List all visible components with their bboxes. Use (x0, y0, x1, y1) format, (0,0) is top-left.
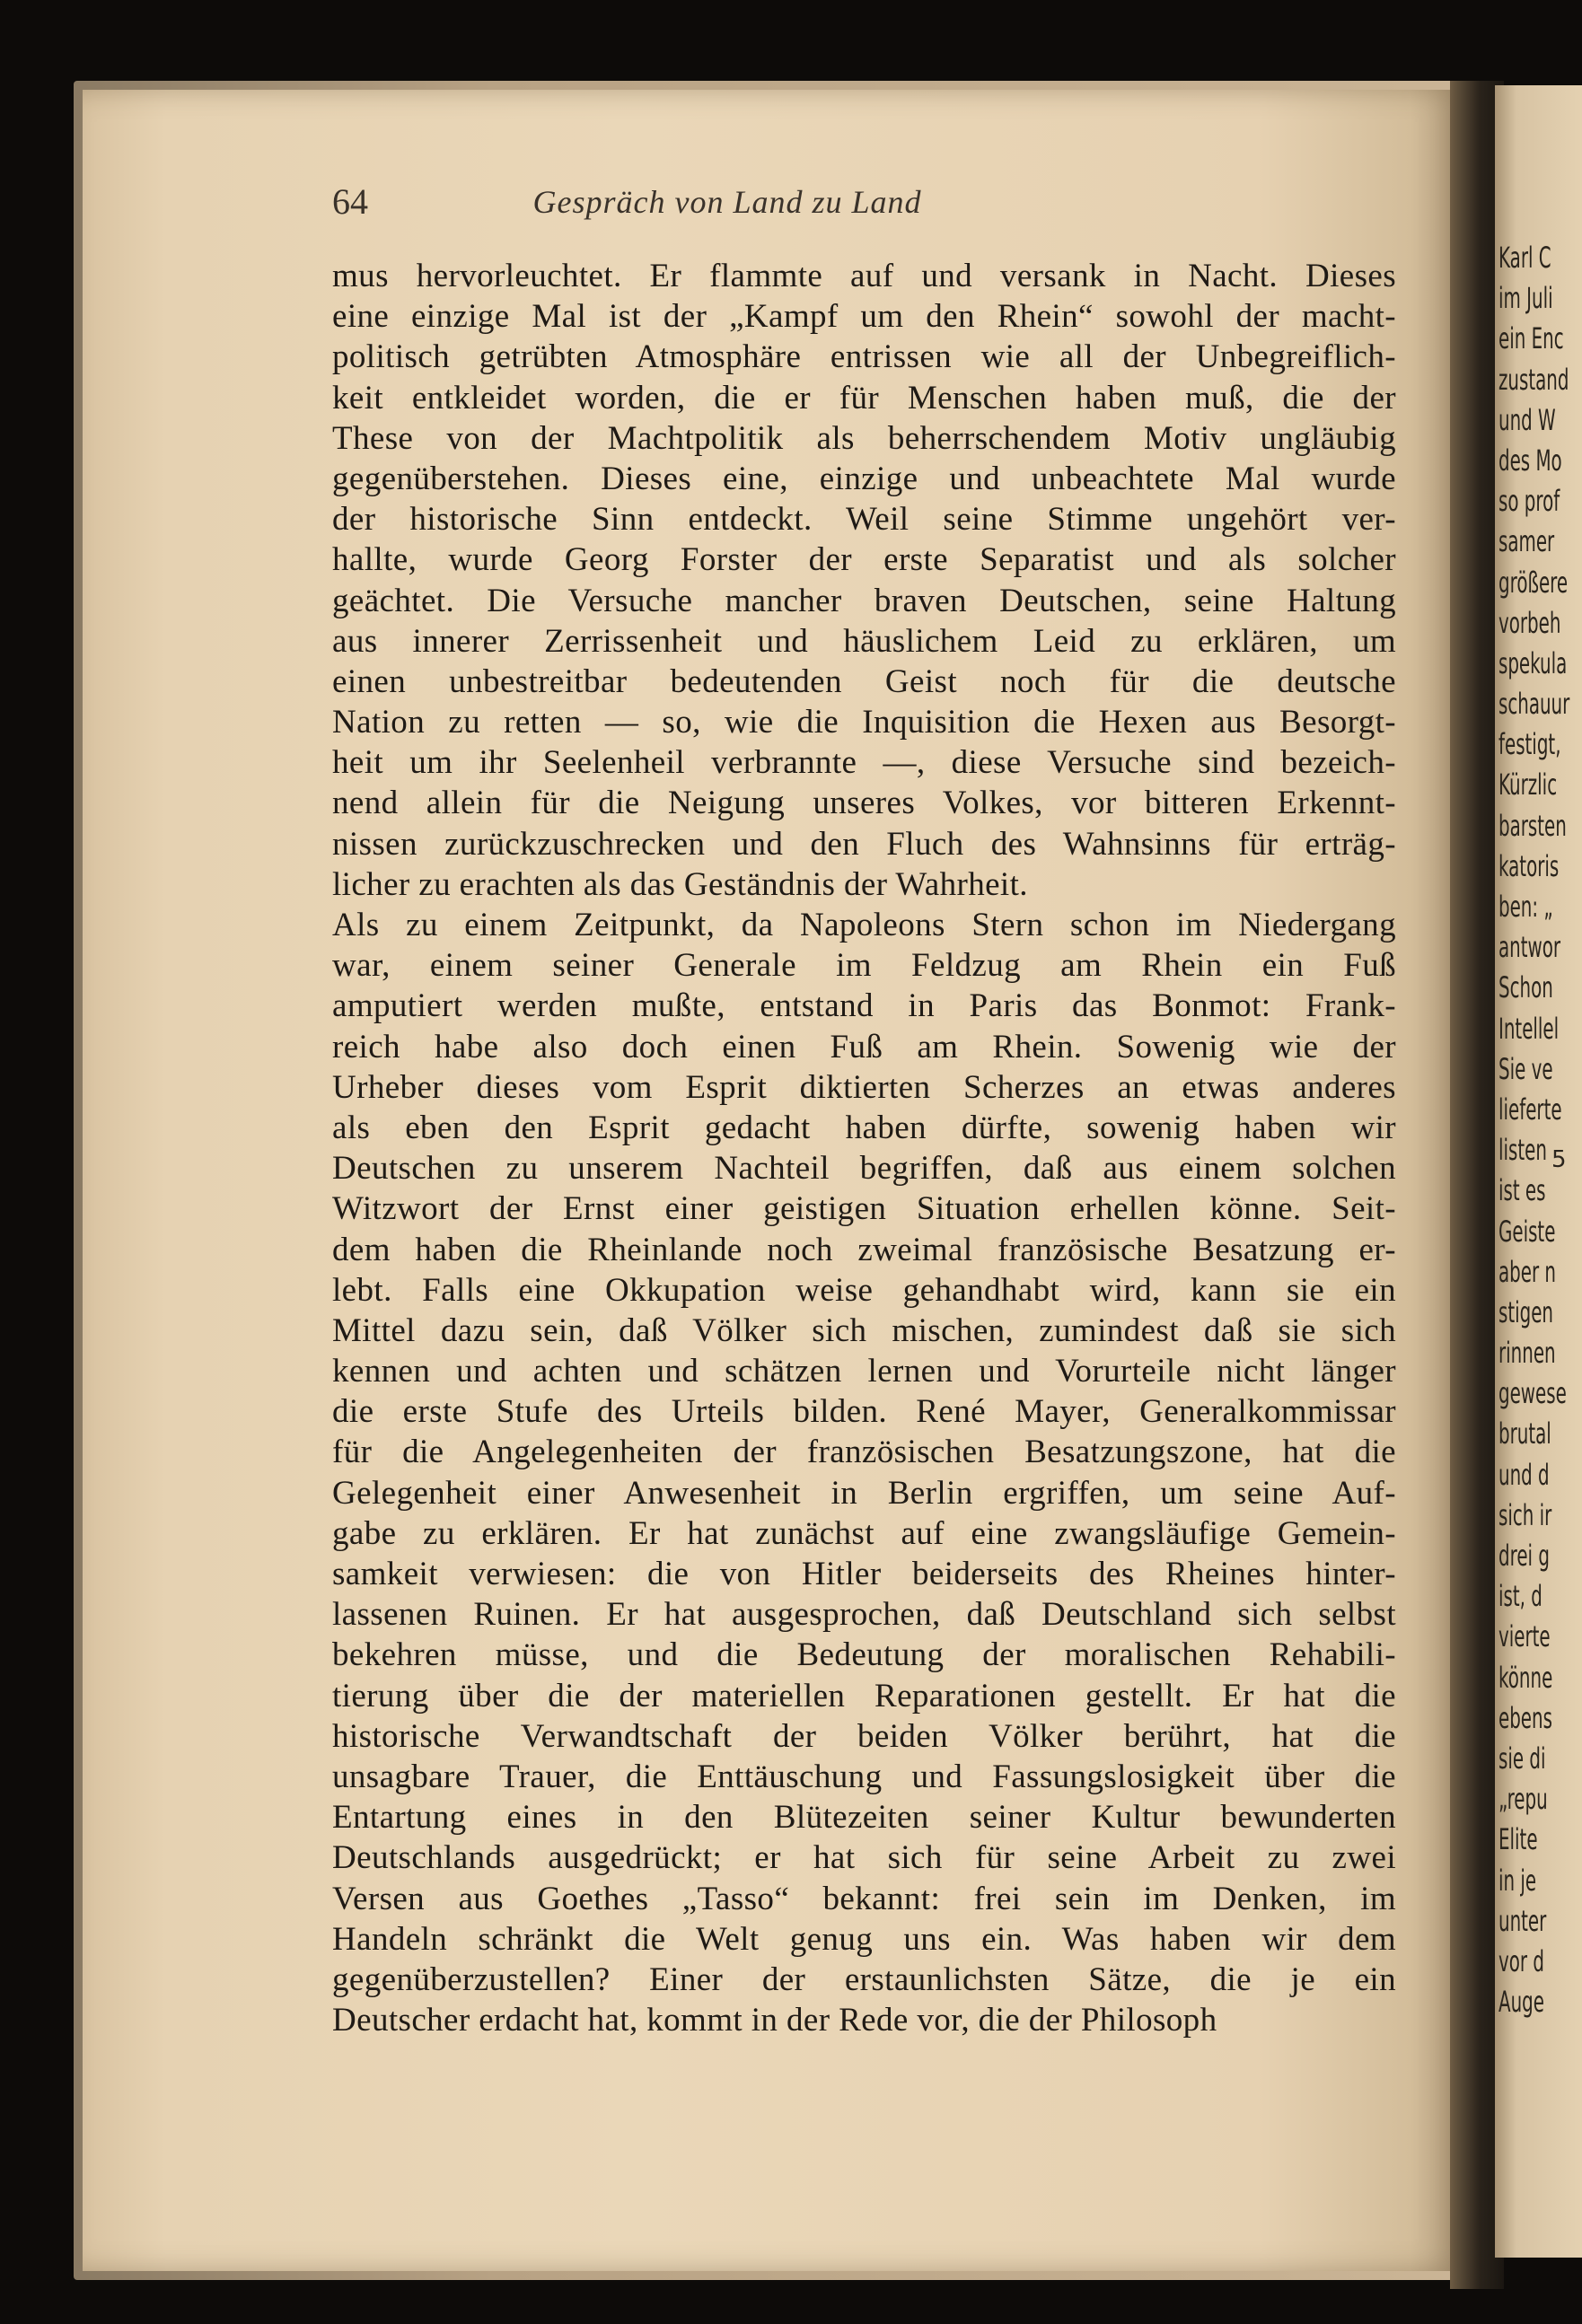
text-line: Gelegenheit einer Anwesenheit in Berlin ergriffen, um seine Auf- (332, 1474, 1396, 1512)
next-page-fragment: im Juli (1499, 281, 1553, 316)
text-line: keit entkleidet worden, die er für Menschen haben muß, die der (332, 379, 1396, 417)
text-line: Entartung eines in den Blütezeiten seiner Kultur bewunderten (332, 1799, 1396, 1837)
next-page-fragment: ebens (1499, 1700, 1552, 1735)
next-page-fragment: vor d (1499, 1943, 1544, 1978)
text-line: der historische Sinn entdeckt. Weil seine Stimme ungehört ver- (332, 501, 1396, 539)
text-line: tierung über die der materiellen Reparationen gestellt. Er hat die (332, 1677, 1396, 1714)
next-page-fragment: sie di (1499, 1741, 1546, 1776)
next-page-fragment: stigen (1499, 1294, 1554, 1329)
next-page-fragment: Auge (1499, 1985, 1544, 2020)
text-line: Witzwort der Ernst einer geistigen Situation erhellen könne. Seit- (332, 1190, 1396, 1228)
text-line: Deutschen zu unserem Nachteil begriffen, daß aus einem solchen (332, 1150, 1396, 1188)
text-line: politisch getrübten Atmosphäre entrissen wie all der Unbegreiflich- (332, 338, 1396, 376)
text-line: als eben den Esprit gedacht haben dürfte, sowenig haben wir (332, 1109, 1396, 1146)
text-line: geächtet. Die Versuche mancher braven Deutschen, seine Haltung (332, 582, 1396, 619)
text-line: Mittel dazu sein, daß Völker sich mischen, zumindest daß sie sich (332, 1311, 1396, 1349)
next-page-fragment: Geiste (1499, 1214, 1556, 1249)
next-page-fragment: schauur (1499, 687, 1570, 722)
next-page-fragment: ben: „ (1499, 890, 1553, 924)
next-page-fragment: barsten (1499, 808, 1567, 843)
text-line: amputiert werden mußte, entstand in Paris das Bonmot: Frank- (332, 987, 1396, 1025)
text-line: Urheber dieses vom Esprit diktierten Scherzes an etwas anderes (332, 1068, 1396, 1106)
text-line: Versen aus Goethes „Tasso“ bekannt: frei sein im Denken, im (332, 1880, 1396, 1917)
running-title: Gespräch von Land zu Land (532, 184, 922, 220)
running-head (332, 180, 1122, 224)
next-page-fragment: zustand (1499, 362, 1569, 397)
text-line: lebt. Falls eine Okkupation weise gehandhabt wird, kann sie ein (332, 1271, 1396, 1309)
text-line: licher zu erachten als das Geständnis der Wahrheit. (332, 865, 1028, 903)
text-line: heit um ihr Seelenheil verbrannte —, diese Versuche sind bezeich- (332, 744, 1396, 782)
text-line: Deutschlands ausgedrückt; er hat sich für seine Arbeit zu zwei (332, 1839, 1396, 1877)
page-number: 64 (332, 181, 368, 222)
text-line: hallte, wurde Georg Forster der erste Separatist und als solcher (332, 541, 1396, 579)
text-line: unsagbare Trauer, die Enttäuschung und Fassungslosigkeit über die (332, 1758, 1396, 1795)
text-line: These von der Machtpolitik als beherrschendem Motiv ungläubig (332, 419, 1396, 457)
next-page-fragment: festigt, (1499, 727, 1561, 762)
next-page-fragment: samer (1499, 524, 1555, 559)
text-line: aus innerer Zerrissenheit und häuslichem Leid zu erklären, um (332, 622, 1396, 660)
next-page-number: 5 (1551, 1146, 1567, 1173)
next-page-fragment: und d (1499, 1457, 1550, 1492)
next-page-fragment: Kürzlic (1499, 767, 1558, 802)
next-page-fragment: „repu (1499, 1782, 1548, 1817)
next-page-fragment: ein Enc (1499, 321, 1564, 356)
text-line: lassenen Ruinen. Er hat ausgesprochen, daß Deutschland sich selbst (332, 1596, 1396, 1634)
next-page-fragment: sich ir (1499, 1497, 1552, 1532)
next-page-fragment: Sie ve (1499, 1051, 1553, 1086)
text-line: war, einem seiner Generale im Feldzug am Rhein ein Fuß (332, 947, 1396, 985)
text-line: Nation zu retten — so, wie die Inquisition die Hexen aus Besorgt- (332, 704, 1396, 741)
text-line: historische Verwandtschaft der beiden Völker berührt, hat die (332, 1717, 1396, 1755)
next-page-fragment: des Mo (1499, 443, 1562, 478)
text-line: Als zu einem Zeitpunkt, da Napoleons Stern schon im Niedergang (332, 907, 1396, 943)
next-page-fragment: ist, d (1499, 1579, 1542, 1614)
text-line: mus hervorleuchtet. Er flammte auf und versank in Nacht. Dieses (332, 258, 1396, 294)
next-page-edge (1495, 85, 1582, 2258)
next-page-fragment: rinnen (1499, 1336, 1556, 1371)
text-line: samkeit verwiesen: die von Hitler beiderseits des Rheines hinter- (332, 1556, 1396, 1592)
text-line: kennen und achten und schätzen lernen und Vorurteile nicht länger (332, 1353, 1396, 1390)
text-line: die erste Stufe des Urteils bilden. René Mayer, Generalkommissar (332, 1393, 1396, 1431)
next-page-fragment: Schon (1499, 970, 1553, 1005)
next-page-fragment: so prof (1499, 484, 1560, 519)
text-line: gegenüberzustellen? Einer der erstaunlichsten Sätze, die je ein (332, 1960, 1396, 1998)
next-page-fragment: Intellel (1499, 1011, 1560, 1046)
next-page-fragment: katoris (1499, 848, 1560, 883)
text-line: dem haben die Rheinlande noch zweimal französische Besatzung er- (332, 1231, 1396, 1268)
text-line: Deutscher erdacht hat, kommt in der Rede vor, die der Philosoph (332, 2002, 1217, 2039)
next-page-fragment: größere (1499, 565, 1569, 600)
next-page-fragment: könne (1499, 1660, 1553, 1695)
next-page-fragment: vierte (1499, 1619, 1551, 1654)
next-page-fragment: spekula (1499, 645, 1568, 680)
next-page-text (1499, 238, 1569, 2022)
text-line: gegenüberstehen. Dieses eine, einzige und unbeachtete Mal wurde (332, 460, 1396, 497)
next-page-fragment: Karl C (1499, 241, 1551, 275)
next-page-fragment: antwor (1499, 930, 1561, 965)
text-line: nissen zurückzuschrecken und den Fluch des Wahnsinns für erträg- (332, 825, 1396, 863)
text-line: reich habe also doch einen Fuß am Rhein. Sowenig wie der (332, 1028, 1396, 1066)
next-page-fragment: ist es (1499, 1173, 1546, 1208)
next-page-fragment: vorbeh (1499, 605, 1561, 640)
text-line: für die Angelegenheiten der französischen Besatzungszone, hat die (332, 1434, 1396, 1471)
next-page-fragment: und W (1499, 402, 1556, 437)
next-page-fragment: brutal (1499, 1416, 1551, 1451)
next-page-fragment: Elite (1499, 1822, 1538, 1857)
text-line: bekehren müsse, und die Bedeutung der moralischen Rehabili- (332, 1636, 1396, 1674)
next-page-fragment: gewese (1499, 1376, 1567, 1411)
next-page-fragment: in je (1499, 1863, 1537, 1898)
text-line: einen unbestreitbar bedeutenden Geist noch für die deutsche (332, 662, 1396, 700)
text-line: nend allein für die Neigung unseres Volkes, vor bitteren Erkennt- (332, 785, 1396, 822)
text-line: gabe zu erklären. Er hat zunächst auf eine zwangsläufige Gemein- (332, 1514, 1396, 1552)
text-line: eine einzige Mal ist der „Kampf um den Rhein“ sowohl der macht- (332, 298, 1396, 336)
next-page-fragment: unter (1499, 1903, 1547, 1938)
next-page-fragment: drei g (1499, 1539, 1550, 1573)
next-page-fragment: listen (1499, 1133, 1547, 1168)
text-line: Handeln schränkt die Welt genug uns ein. Was haben wir dem (332, 1920, 1396, 1958)
next-page-fragment: lieferte (1499, 1092, 1562, 1127)
body-text (332, 256, 1396, 2040)
next-page-fragment: aber n (1499, 1254, 1556, 1289)
